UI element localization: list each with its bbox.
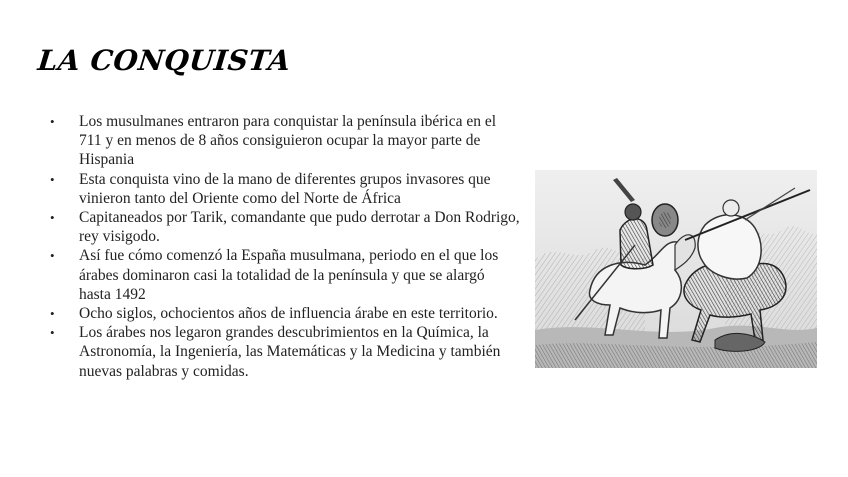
bullet-item	[50, 246, 520, 304]
bullet-dot-icon: •	[50, 171, 55, 187]
bullet-text: Capitaneados por Tarik, comandante que pudo derrotar a Don Rodrigo, rey visigodo.	[79, 209, 520, 246]
bullet-item	[50, 112, 520, 170]
bullet-dot-icon: •	[50, 306, 55, 322]
bullet-dot-icon: •	[50, 248, 55, 264]
bullet-list	[50, 112, 520, 381]
bullet-dot-icon: •	[50, 325, 55, 341]
bullet-item	[50, 208, 520, 246]
bullet-dot-icon: •	[50, 210, 55, 226]
bullet-text: Los musulmanes entraron para conquistar la península ibérica en el 711 y en menos de 8 años consiguieron ocupar la mayor parte de Hispania	[79, 113, 497, 169]
bullet-text: Así fue cómo comenzó la España musulmana, periodo en el que los árabes dominaron casi la totalidad de la península y que se alargó hasta 1492	[79, 247, 499, 303]
bullet-item	[50, 170, 520, 208]
bullet-item	[50, 304, 520, 323]
bullet-text: Ocho siglos, ochocientos años de influencia árabe en este territorio.	[79, 305, 498, 323]
slide-title: LA CONQUISTA	[36, 44, 293, 77]
bullet-text: Los árabes nos legaron grandes descubrimientos en la Química, la Astronomía, la Ingeniería, las Matemáticas y la Medicina y también nuevas palabras y comidas.	[79, 324, 501, 380]
engraving-drawing	[535, 170, 817, 368]
bullet-item	[50, 323, 520, 381]
battle-engraving-image	[535, 170, 817, 368]
bullet-text: Esta conquista vino de la mano de diferentes grupos invasores que vinieron tanto del Oriente como del Norte de África	[79, 170, 491, 207]
bullet-dot-icon: •	[50, 114, 55, 129]
